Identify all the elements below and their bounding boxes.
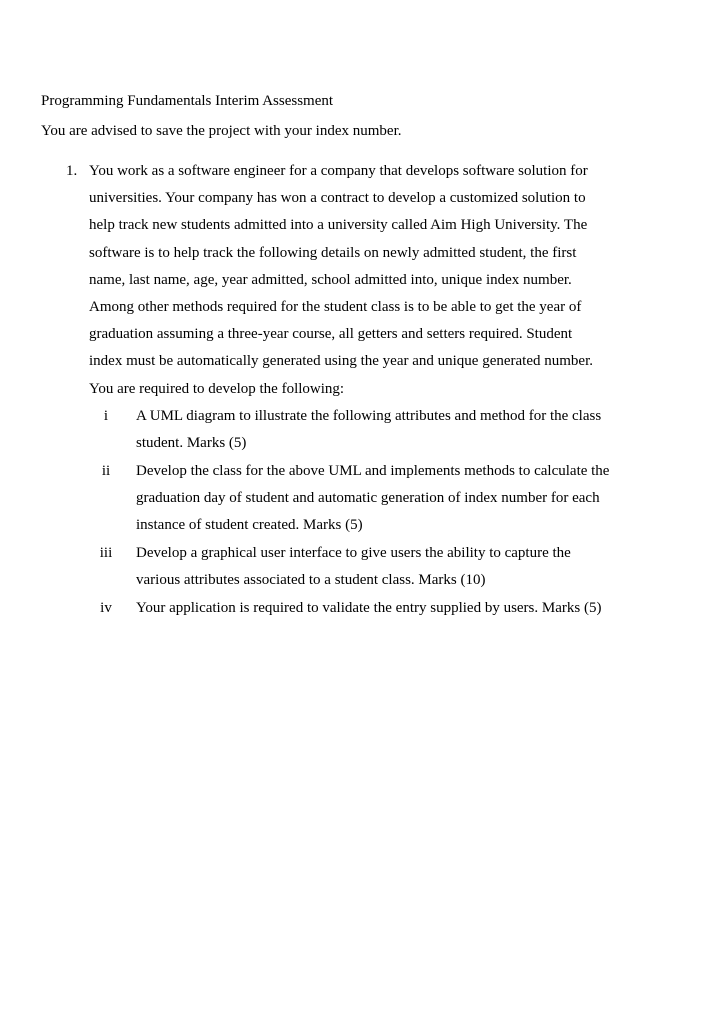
subitem-text	[136, 403, 676, 457]
subitem-line: various attributes associated to a student class. Marks (10)	[136, 572, 486, 589]
question-line: name, last name, age, year admitted, school admitted into, unique index number.	[89, 271, 572, 288]
subitem-number: iii	[99, 545, 113, 561]
subitem-text	[136, 540, 676, 594]
question-line: universities. Your company has won a contract to develop a customized solution to	[89, 190, 586, 207]
question-line: help track new students admitted into a university called Aim High University. The	[89, 217, 588, 234]
subitem-line: A UML diagram to illustrate the following attributes and method for the class	[136, 408, 602, 424]
question-body	[89, 158, 649, 403]
question-line: graduation assuming a three-year course, all getters and setters required. Student	[89, 326, 573, 343]
question-number: 1.	[66, 163, 78, 179]
subitem-number: ii	[101, 463, 111, 479]
subitem-line: Your application is required to validate the entry supplied by users. Marks (5)	[136, 600, 602, 616]
subitem-line: student. Marks (5)	[136, 435, 247, 452]
subitem-number: i	[103, 408, 109, 424]
question-line: software is to help track the following details on newly admitted student, the first	[89, 244, 577, 261]
subitem-line: Develop a graphical user interface to give users the ability to capture the	[136, 545, 571, 561]
question-line: You are required to develop the following:	[89, 380, 345, 397]
question-line: index must be automatically generated using the year and unique generated number.	[89, 353, 593, 370]
subitem-text	[136, 595, 676, 622]
question-line: Among other methods required for the student class is to be able to get the year of	[89, 298, 582, 315]
subitem-line: instance of student created. Marks (5)	[136, 517, 363, 534]
subitem-line: Develop the class for the above UML and implements methods to calculate the	[136, 463, 610, 479]
subitem-number: iv	[100, 600, 112, 616]
document-title: Programming Fundamentals Interim Assessment	[41, 93, 334, 109]
advice-text: You are advised to save the project with your index number.	[41, 123, 402, 139]
subitem-text	[136, 458, 676, 540]
question-line: You work as a software engineer for a company that develops software solution for	[89, 163, 588, 179]
subitem-line: graduation day of student and automatic generation of index number for each	[136, 490, 600, 507]
